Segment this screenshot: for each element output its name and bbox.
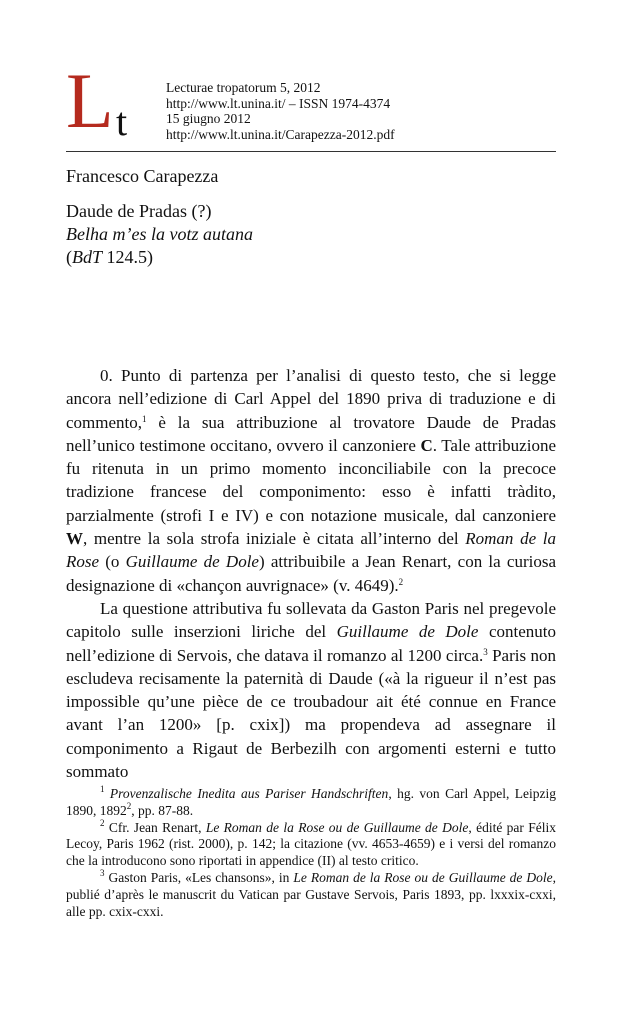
journal-issue: Lecturae tropatorum 5, 2012 bbox=[166, 80, 321, 95]
footnotes bbox=[66, 786, 556, 920]
paragraph-1: 0. Punto di partenza per l’analisi di questo testo, che si legge ancora nell’edizione di Carl Appel del 1890 priva di traduzione e di commento,$^1$ è la sua attribuzione al trovatore Daude de Pradas nell’unico testimone occitano, ovvero il canzoniere C. Tale attribuzione fu ritenuta in un primo momento inconciliabile con la precoce tradizione francese del componimento: esso è infatti tràdito, parzialmente (strofi I e IV) e con notazione musicale, dal canzoniere W, mentre la sola strofa iniziale è citata all’interno del Roman de la Rose (o Guillaume de Dole) attribuibile a Jean Renart, con la curiosa designazione di «chançon auvrignace» (v. 4649).$^2$ bbox=[66, 366, 556, 595]
article-author: Francesco Carapezza bbox=[66, 166, 219, 186]
footnote-ref-1[interactable]: 1 bbox=[142, 413, 147, 424]
footnote-1: $^1$ Provenzalische Inedita aus Pariser Handschriften, hg. von Carl Appel, Leipzig 1890, 1892$^2$, pp. 87-88. bbox=[66, 784, 556, 818]
header-divider bbox=[66, 151, 556, 152]
journal-header bbox=[166, 80, 395, 142]
paragraph-2: La questione attributiva fu sollevata da Gaston Paris nel pregevole capitolo sulle inserzioni liriche del Guillaume de Dole contenuto nell’edizione di Servois, che datava il romanzo al 1200 circa.$^3$ Paris non escludeva recisamente la paternità di Daude («à la rigueur il n’est pas impossible qu’une pièce de ce troubadour ait été connue en France avant l’an 1200» [p. cxix]) ma propendeva ad assegnare il componimento a Rigaut de Berbezilh con argomenti esterni e tutto sommato bbox=[66, 598, 556, 782]
journal-logo bbox=[66, 57, 156, 144]
article-body bbox=[66, 364, 556, 783]
poem-incipit: Belha m’es la votz autana bbox=[66, 224, 253, 244]
footnote-3: $^3$ Gaston Paris, «Les chansons», in Le Roman de la Rose ou de Guillaume de Dole, publié d’après le manuscrit du Vatican par Gustave Servois, Paris 1893, pp. lxxxix-cxxi, alle pp. cxix-cxxi. bbox=[66, 867, 557, 919]
footnote-ref-2[interactable]: 2 bbox=[398, 576, 404, 587]
footnote-2: $^2$ Cfr. Jean Renart, Le Roman de la Rose ou de Guillaume de Dole, édité par Félix Lecoy, Paris 1962 (rist. 2000), p. 142; la citazione (vv. 4653-4659) e i versi del romanzo che la introducono sono riportati in appendice (II) al testo critico. bbox=[66, 817, 556, 869]
article-title-block bbox=[66, 200, 253, 269]
article-pdf-url[interactable]: http://www.lt.unina.it/Carapezza-2012.pdf bbox=[166, 126, 395, 142]
journal-url-issn[interactable]: http://www.lt.unina.it/ – ISSN 1974-4374 bbox=[166, 95, 391, 111]
publication-date: 15 giugno 2012 bbox=[166, 111, 251, 126]
footnote-ref-3[interactable]: 3 bbox=[483, 646, 488, 657]
logo-letter-t: t bbox=[116, 99, 128, 144]
bdt-reference: (BdT 124.5) bbox=[66, 247, 154, 267]
troubadour-name: Daude de Pradas (?) bbox=[66, 201, 212, 221]
logo-letter-l: L bbox=[66, 57, 114, 144]
